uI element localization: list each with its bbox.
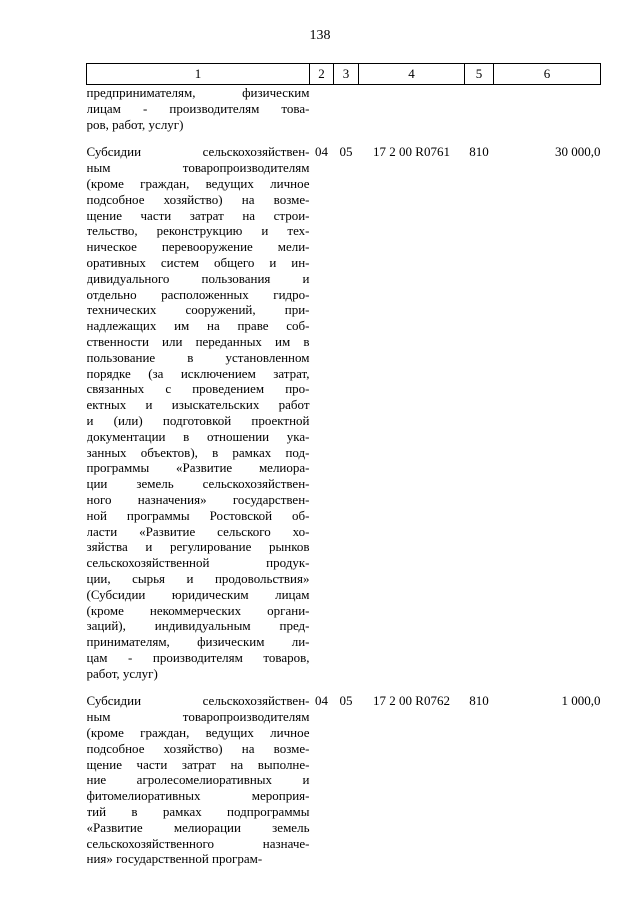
description-line: фитомелиоративных мероприя- bbox=[86, 788, 310, 804]
row-subsection: 05 bbox=[339, 144, 353, 160]
description-line: связанных с проведением про- bbox=[86, 381, 310, 397]
description-line: ции, сырья и продовольствия» bbox=[86, 570, 310, 586]
description-line: ров, работ, услуг) bbox=[86, 116, 184, 132]
table-row bbox=[87, 85, 601, 133]
description-line: ной программы Ростовской об- bbox=[86, 507, 310, 523]
description-line: ническое перевооружение мели- bbox=[86, 239, 310, 255]
description-line: цам - производителям товаров, bbox=[86, 649, 310, 665]
description-line: заций), индивидуальным пред- bbox=[86, 618, 310, 634]
description-line: предпринимателям, физическим bbox=[86, 85, 310, 100]
description-line: тий в рамках подпрограммы bbox=[86, 804, 310, 820]
description-line: Субсидии сельскохозяйствен- bbox=[86, 144, 310, 160]
description-line: работ, услуг) bbox=[86, 665, 158, 681]
description-line: тельство, реконструкцию и тех- bbox=[86, 223, 310, 239]
header-col-2: 2 bbox=[310, 64, 334, 85]
description-line: ласти «Развитие сельского хо- bbox=[86, 523, 310, 539]
row-expense-type: 810 bbox=[469, 693, 489, 709]
description-line: ние агролесомелиоративных и bbox=[86, 772, 310, 788]
description-line: ного назначения» государствен- bbox=[86, 491, 310, 507]
row-description bbox=[87, 85, 310, 133]
description-line: порядке (за исключением затрат, bbox=[86, 365, 310, 381]
header-col-4: 4 bbox=[359, 64, 465, 85]
description-line: зяйства и регулирование рынков bbox=[86, 539, 310, 555]
table-row bbox=[87, 693, 601, 867]
description-line: пользование в установленном bbox=[86, 349, 310, 365]
row-amount bbox=[494, 85, 601, 133]
description-line: ния» государственной програм- bbox=[86, 851, 263, 867]
row-expense-type: 810 bbox=[469, 144, 489, 160]
table-row bbox=[87, 144, 601, 681]
row-amount: 1 000,0 bbox=[561, 693, 601, 709]
row-target-article: 17 2 00 R0761 bbox=[373, 144, 450, 160]
description-line: программы «Развитие мелиора- bbox=[86, 460, 310, 476]
budget-table bbox=[86, 63, 601, 867]
row-description bbox=[87, 144, 310, 681]
description-line: (кроме некоммерческих органи- bbox=[86, 602, 310, 618]
description-line: и (или) подготовкой проектной bbox=[86, 412, 310, 428]
description-line: сельскохозяйственной продук- bbox=[86, 555, 310, 571]
header-col-3: 3 bbox=[334, 64, 359, 85]
description-line: «Развитие мелиорации земель bbox=[86, 819, 310, 835]
row-amount: 30 000,0 bbox=[555, 144, 601, 160]
description-line: щение части затрат на строи- bbox=[86, 207, 310, 223]
description-line: занных объектов), в рамках под- bbox=[86, 444, 310, 460]
row-target-article: 17 2 00 R0762 bbox=[373, 693, 450, 709]
row-subsection bbox=[334, 85, 359, 133]
page-number: 138 bbox=[309, 28, 331, 43]
description-line: отдельно расположенных гидро- bbox=[86, 286, 310, 302]
description-line: ектных и изыскательских работ bbox=[86, 397, 310, 413]
description-line: (Субсидии юридическим лицам bbox=[86, 586, 310, 602]
row-section: 04 bbox=[315, 144, 328, 160]
header-col-5: 5 bbox=[465, 64, 494, 85]
description-line: сельскохозяйственного назначе- bbox=[86, 835, 310, 851]
description-line: ственности или переданных им в bbox=[86, 333, 310, 349]
description-line: дивидуального пользования и bbox=[86, 270, 310, 286]
description-line: оративных систем общего и ин- bbox=[86, 254, 310, 270]
row-section: 04 bbox=[315, 693, 328, 709]
description-line: подсобное хозяйство) на возме- bbox=[86, 740, 310, 756]
row-expense-type bbox=[465, 85, 494, 133]
description-line: ции земель сельскохозяйствен- bbox=[86, 476, 310, 492]
row-target-article bbox=[359, 85, 465, 133]
description-line: Субсидии сельскохозяйствен- bbox=[86, 693, 310, 709]
description-line: ным товаропроизводителям bbox=[86, 709, 310, 725]
description-line: ным товаропроизводителям bbox=[86, 160, 310, 176]
row-subsection: 05 bbox=[339, 693, 353, 709]
row-section bbox=[310, 85, 334, 133]
header-col-1: 1 bbox=[87, 64, 310, 85]
description-line: технических сооружений, при- bbox=[86, 302, 310, 318]
description-line: (кроме граждан, ведущих личное bbox=[86, 175, 310, 191]
description-line: щение части затрат на выполне- bbox=[86, 756, 310, 772]
row-description bbox=[87, 693, 310, 867]
description-line: (кроме граждан, ведущих личное bbox=[86, 725, 310, 741]
description-line: лицам - производителям това- bbox=[86, 100, 310, 116]
description-line: подсобное хозяйство) на возме- bbox=[86, 191, 310, 207]
description-line: документации в отношении ука- bbox=[86, 428, 310, 444]
header-col-6: 6 bbox=[494, 64, 601, 85]
description-line: принимателям, физическим ли- bbox=[86, 634, 310, 650]
description-line: надлежащих им на праве соб- bbox=[86, 318, 310, 334]
table-header-row bbox=[87, 64, 601, 85]
